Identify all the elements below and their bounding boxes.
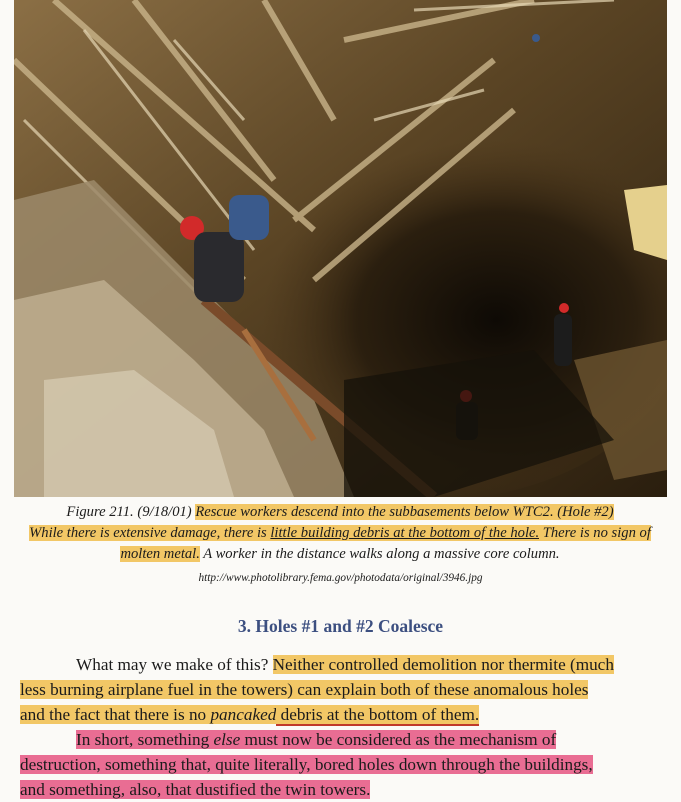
paragraph-1-line-1 bbox=[20, 652, 670, 677]
caption-highlight-2b: little building debris at the bottom of the hole. bbox=[270, 525, 540, 541]
image-source-url: http://www.photolibrary.fema.gov/photodata/original/3946.jpg bbox=[198, 572, 483, 584]
p1-highlight-2: less burning airplane fuel in the towers) can explain both of these anomalous holes bbox=[20, 680, 589, 699]
caption-lead: Figure 211. (9/18/01) bbox=[66, 504, 196, 520]
caption-line-2 bbox=[10, 523, 670, 544]
p2-highlight-1a: In short, something bbox=[76, 730, 214, 749]
paragraph-2-line-2 bbox=[20, 752, 670, 777]
p1-highlight-3b: pancaked bbox=[210, 705, 277, 724]
paragraph-2-line-3 bbox=[20, 777, 670, 802]
paragraph-2-line-1 bbox=[20, 727, 670, 752]
p2-highlight-1c: must now be considered as the mechanism of bbox=[240, 730, 557, 749]
p1-highlight-1: Neither controlled demolition nor thermite (much bbox=[272, 655, 614, 674]
p1-lead: What may we make of this? bbox=[76, 655, 273, 674]
p1-highlight-3a: and the fact that there is no bbox=[20, 705, 211, 724]
caption-line-1 bbox=[10, 502, 670, 523]
figure-caption bbox=[10, 502, 670, 565]
p1-highlight-3c: debris at the bottom of them. bbox=[276, 705, 480, 724]
caption-highlight-2c: There is no sign of bbox=[539, 525, 651, 541]
p2-highlight-3: and something, also, that dustified the twin towers. bbox=[20, 780, 371, 799]
figure-photo bbox=[14, 0, 667, 497]
caption-highlight-1: Rescue workers descend into the subbasements below WTC2. (Hole #2) bbox=[195, 504, 614, 520]
caption-rest: A worker in the distance walks along a massive core column. bbox=[199, 546, 560, 562]
paragraph-1-line-3 bbox=[20, 702, 670, 727]
caption-highlight-3: molten metal. bbox=[120, 546, 200, 562]
p2-highlight-2: destruction, something that, quite literally, bored holes down through the buildings, bbox=[20, 755, 593, 774]
p2-highlight-1b: else bbox=[213, 730, 241, 749]
section-heading: 3. Holes #1 and #2 Coalesce bbox=[237, 616, 444, 636]
caption-line-3 bbox=[10, 544, 670, 565]
caption-highlight-2a: While there is extensive damage, there is bbox=[29, 525, 271, 541]
paragraph-1-line-2 bbox=[20, 677, 670, 702]
body-text bbox=[20, 652, 670, 802]
